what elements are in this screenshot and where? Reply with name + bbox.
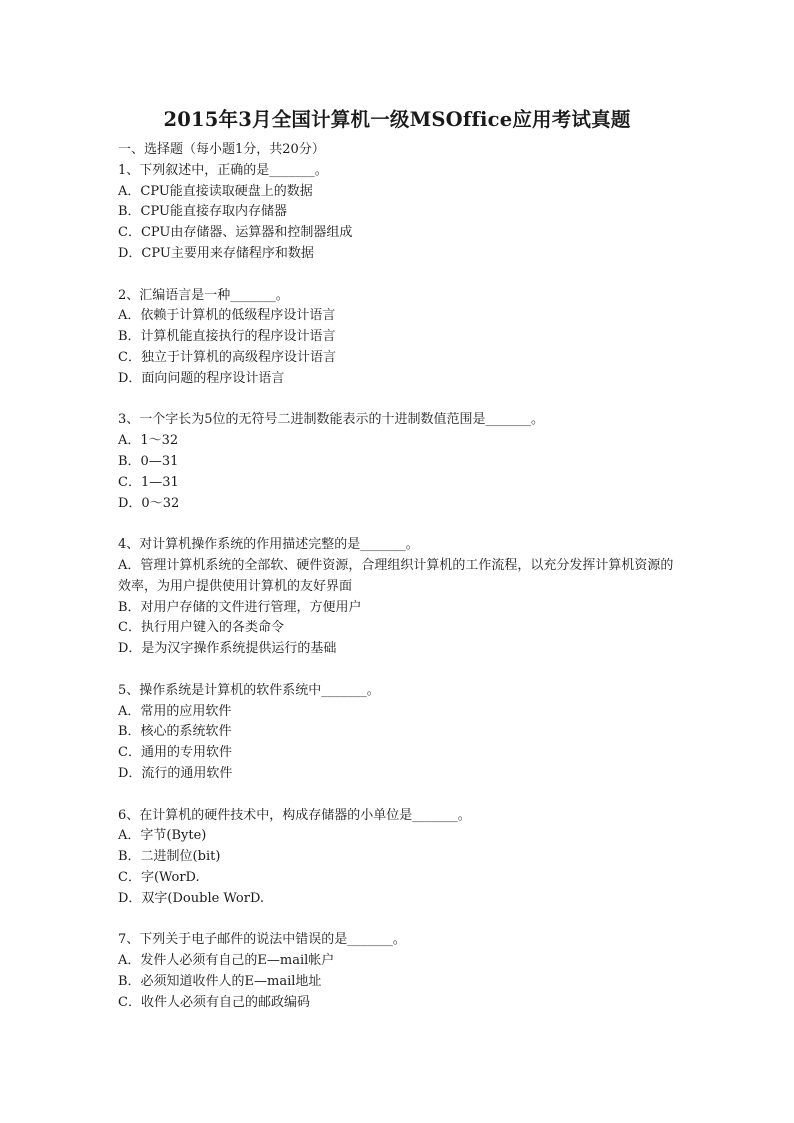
option-b: B．CPU能直接存取内存储器	[118, 204, 287, 220]
option-c: C．通用的专用软件	[118, 745, 232, 761]
question-stem: 2、汇编语言是一种_______。	[118, 287, 289, 303]
option-b: B．对用户存储的文件进行管理，方便用户	[118, 599, 362, 615]
question-stem: 4、对计算机操作系统的作用描述完整的是_______。	[118, 537, 419, 553]
option-d: D．流行的通用软件	[118, 765, 233, 781]
document-title: 2015年3月全国计算机一级MSOffice应用考试真题	[163, 108, 631, 131]
option-a: A．字节(Byte)	[118, 828, 207, 844]
option-b: B．核心的系统软件	[118, 724, 232, 740]
option-d: D．0～32	[118, 495, 180, 511]
question-stem: 1、下列叙述中，正确的是_______。	[118, 162, 328, 178]
spacer	[118, 785, 683, 806]
question-7	[118, 930, 683, 1013]
spacer	[118, 909, 683, 930]
spacer	[118, 660, 683, 681]
spacer	[118, 265, 683, 286]
option-b: B．必须知道收件人的E—mail地址	[118, 973, 322, 989]
document-body	[118, 140, 683, 1013]
option-c: C．独立于计算机的高级程序设计语言	[118, 349, 336, 365]
question-6	[118, 806, 683, 910]
question-1	[118, 161, 683, 265]
option-d: D．面向问题的程序设计语言	[118, 370, 285, 386]
question-4	[118, 535, 683, 660]
option-b: B．计算机能直接执行的程序设计语言	[118, 329, 336, 345]
question-stem: 6、在计算机的硬件技术中，构成存储器的小单位是_______。	[118, 807, 471, 823]
option-c: C．执行用户键入的各类命令	[118, 620, 284, 636]
option-d: D．CPU主要用来存储程序和数据	[118, 245, 314, 261]
question-3	[118, 410, 683, 514]
option-d: D．双字(Double WorD.	[118, 890, 265, 906]
option-a: A．CPU能直接读取硬盘上的数据	[118, 183, 313, 199]
option-a: A．管理计算机系统的全部软、硬件资源，合理组织计算机的工作流程，以充分发挥计算机资源的效率，为用户提供使用计算机的友好界面	[118, 557, 674, 594]
section-heading: 一、选择题（每小题1分，共20分）	[118, 142, 325, 157]
spacer	[118, 514, 683, 535]
option-c: C．CPU由存储器、运算器和控制器组成	[118, 225, 353, 241]
option-c: C．收件人必须有自己的邮政编码	[118, 994, 310, 1010]
option-a: A．1～32	[118, 433, 179, 449]
option-c: C．1—31	[118, 474, 179, 490]
question-stem: 5、操作系统是计算机的软件系统中_______。	[118, 682, 380, 698]
option-a: A．发件人必须有自己的E—mail帐户	[118, 953, 335, 969]
option-b: B．0—31	[118, 453, 179, 469]
spacer	[118, 390, 683, 411]
option-b: B．二进制位(bit)	[118, 849, 221, 865]
option-c: C．字(WorD.	[118, 869, 200, 885]
question-5	[118, 681, 683, 785]
question-stem: 3、一个字长为5位的无符号二进制数能表示的十进制数值范围是_______。	[118, 412, 545, 428]
option-a: A．常用的应用软件	[118, 703, 232, 719]
question-2	[118, 286, 683, 390]
option-d: D．是为汉字操作系统提供运行的基础	[118, 641, 337, 657]
question-stem: 7、下列关于电子邮件的说法中错误的是_______。	[118, 932, 406, 948]
option-a: A．依赖于计算机的低级程序设计语言	[118, 308, 336, 324]
